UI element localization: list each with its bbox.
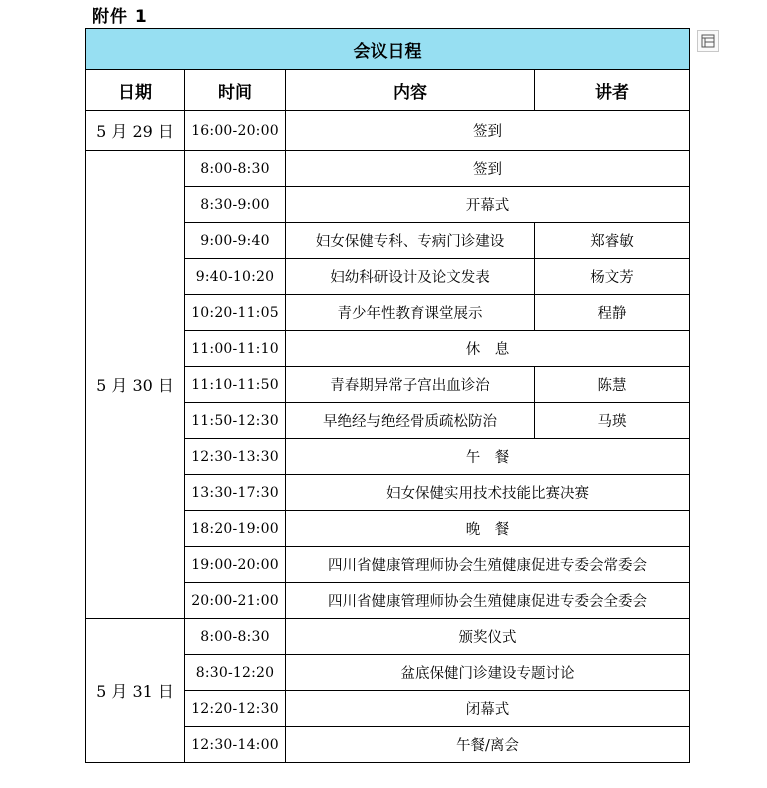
content-cell: 妇女保健专科、专病门诊建设 — [286, 223, 535, 259]
time-cell: 20:00-21:00 — [185, 583, 286, 619]
content-cell: 闭幕式 — [286, 691, 690, 727]
speaker-cell: 陈慧 — [535, 367, 690, 403]
schedule-table — [85, 28, 690, 763]
time-cell: 12:20-12:30 — [185, 691, 286, 727]
speaker-cell: 马瑛 — [535, 403, 690, 439]
content-cell: 签到 — [286, 151, 690, 187]
content-cell: 晚 餐 — [286, 511, 690, 547]
header-content: 内容 — [286, 70, 535, 111]
schedule-row — [86, 111, 690, 151]
content-cell: 盆底保健门诊建设专题讨论 — [286, 655, 690, 691]
time-cell: 8:30-9:00 — [185, 187, 286, 223]
time-cell: 10:20-11:05 — [185, 295, 286, 331]
time-cell: 19:00-20:00 — [185, 547, 286, 583]
content-cell: 签到 — [286, 111, 690, 151]
table-anchor-glyph — [701, 34, 715, 48]
speaker-cell: 郑睿敏 — [535, 223, 690, 259]
attachment-label: 附件 1 — [92, 7, 148, 27]
content-cell: 颁奖仪式 — [286, 619, 690, 655]
schedule-row — [86, 619, 690, 655]
header-speaker: 讲者 — [535, 70, 690, 111]
schedule-body — [86, 111, 690, 763]
content-cell: 四川省健康管理师协会生殖健康促进专委会全委会 — [286, 583, 690, 619]
header-date: 日期 — [86, 70, 185, 111]
time-cell: 18:20-19:00 — [185, 511, 286, 547]
content-cell: 开幕式 — [286, 187, 690, 223]
speaker-cell: 杨文芳 — [535, 259, 690, 295]
time-cell: 11:00-11:10 — [185, 331, 286, 367]
schedule-row — [86, 151, 690, 187]
date-cell: 5 月 29 日 — [86, 111, 185, 151]
content-cell: 青少年性教育课堂展示 — [286, 295, 535, 331]
content-cell: 午餐/离会 — [286, 727, 690, 763]
time-cell: 16:00-20:00 — [185, 111, 286, 151]
content-cell: 妇幼科研设计及论文发表 — [286, 259, 535, 295]
time-cell: 11:10-11:50 — [185, 367, 286, 403]
header-time: 时间 — [185, 70, 286, 111]
time-cell: 9:40-10:20 — [185, 259, 286, 295]
speaker-cell: 程静 — [535, 295, 690, 331]
time-cell: 12:30-14:00 — [185, 727, 286, 763]
date-cell: 5 月 31 日 — [86, 619, 185, 763]
time-cell: 11:50-12:30 — [185, 403, 286, 439]
time-cell: 8:00-8:30 — [185, 619, 286, 655]
date-cell: 5 月 30 日 — [86, 151, 185, 619]
time-cell: 12:30-13:30 — [185, 439, 286, 475]
content-cell: 午 餐 — [286, 439, 690, 475]
table-title: 会议日程 — [86, 29, 690, 70]
content-cell: 四川省健康管理师协会生殖健康促进专委会常委会 — [286, 547, 690, 583]
content-cell: 休 息 — [286, 331, 690, 367]
content-cell: 青春期异常子宫出血诊治 — [286, 367, 535, 403]
table-anchor-icon[interactable] — [697, 30, 719, 52]
content-cell: 早绝经与绝经骨质疏松防治 — [286, 403, 535, 439]
content-cell: 妇女保健实用技术技能比赛决赛 — [286, 475, 690, 511]
time-cell: 9:00-9:40 — [185, 223, 286, 259]
time-cell: 8:00-8:30 — [185, 151, 286, 187]
time-cell: 13:30-17:30 — [185, 475, 286, 511]
time-cell: 8:30-12:20 — [185, 655, 286, 691]
